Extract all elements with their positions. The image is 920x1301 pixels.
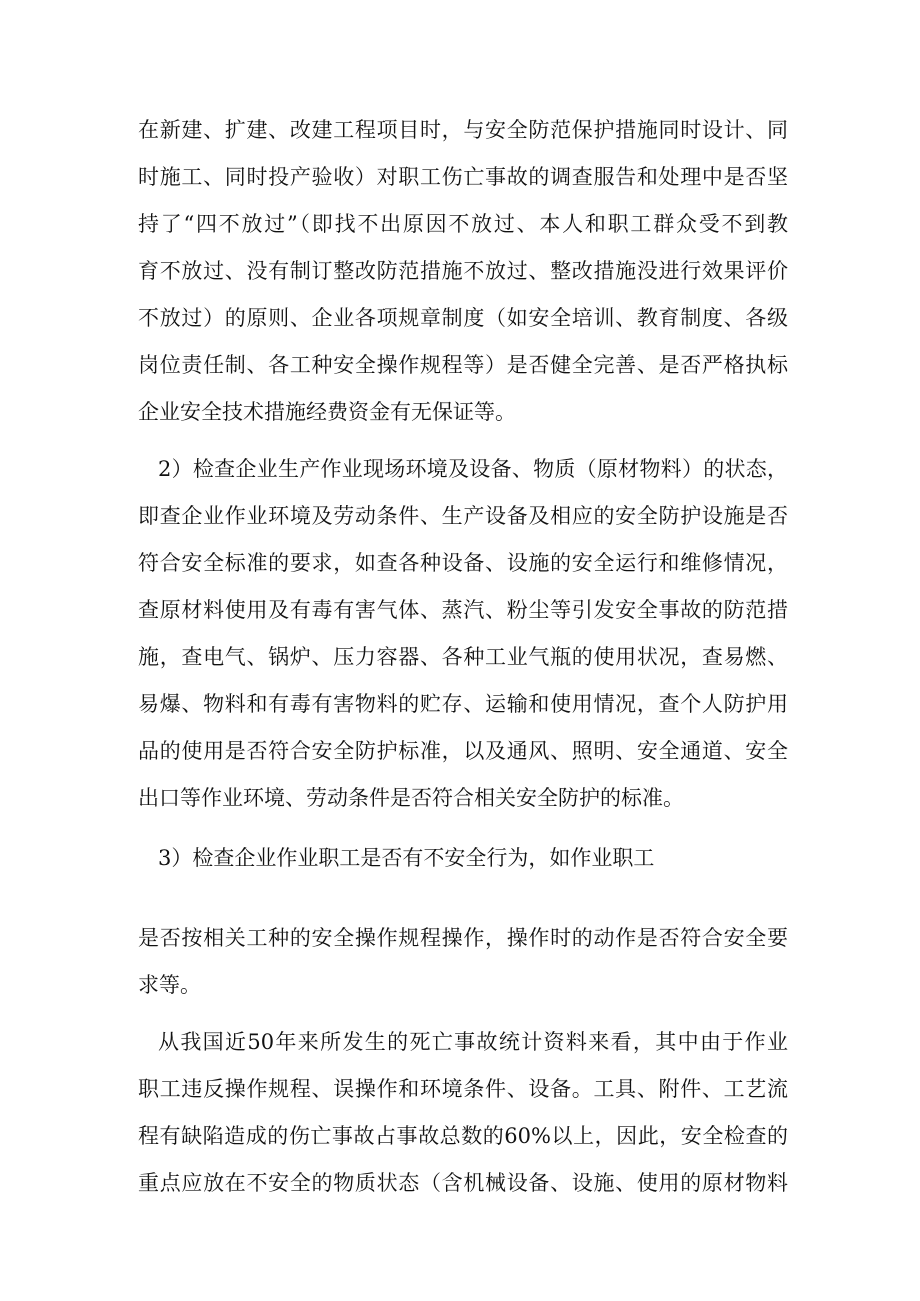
- text-line: 出口等作业环境、劳动条件是否符合相关安全防护的标准。: [138, 786, 684, 810]
- text-line: 从我国近50年来所发生的死亡事故统计资料来看，其中由于作业: [158, 1030, 788, 1054]
- text-line: 不放过）的原则、企业各项规章制度（如安全培训、教育制度、各级: [138, 306, 788, 330]
- text-line: 育不放过、没有制订整改防范措施不放过、整改措施没进行效果评价: [138, 259, 788, 283]
- text-line: 2）检查企业生产作业现场环境及设备、物质（原材物料）的状态，: [158, 457, 788, 481]
- text-line: 时施工、同时投产验收）对职工伤亡事故的调查服告和处理中是否坚: [138, 165, 788, 189]
- text-line: 求等。: [138, 973, 201, 997]
- text-line: 重点应放在不安全的物质状态（含机械设备、设施、使用的原材物料: [138, 1171, 788, 1195]
- text-line: 在新建、扩建、改建工程项目时，与安全防范保护措施同时设计、同: [138, 118, 788, 142]
- text-line: 3）检查企业作业职工是否有不安全行为，如作业职工: [158, 846, 655, 870]
- text-line: 易爆、物料和有毒有害物料的贮存、运输和使用情况，查个人防护用: [138, 692, 788, 716]
- text-line: 即查企业作业环境及劳动条件、生产设备及相应的安全防护设施是否: [138, 504, 788, 528]
- text-line: 职工违反操作规程、误操作和环境条件、设备。工具、附件、工艺流: [138, 1077, 788, 1101]
- text-line: 岗位责任制、各工种安全操作规程等）是否健全完善、是否严格执标: [138, 353, 788, 377]
- text-line: 程有缺陷造成的伤亡事故占事故总数的60%以上，因此，安全检查的: [138, 1124, 788, 1148]
- text-line: 品的使用是否符合安全防护标准，以及通风、照明、安全通道、安全: [138, 739, 788, 763]
- text-line: 企业安全技术措施经费资金有无保证等。: [138, 400, 516, 424]
- text-line: 符合安全标准的要求，如查各种设备、设施的安全运行和维修情况，: [138, 551, 788, 575]
- text-line: 是否按相关工种的安全操作规程操作，操作时的动作是否符合安全要: [138, 926, 788, 950]
- text-line: 持了“四不放过”（即找不出原因不放过、本人和职工群众受不到教: [138, 212, 788, 236]
- text-line: 查原材料使用及有毒有害气体、蒸汽、粉尘等引发安全事故的防范措: [138, 598, 788, 622]
- text-line: 施，查电气、锅炉、压力容器、各种工业气瓶的使用状况，查易燃、: [138, 645, 788, 669]
